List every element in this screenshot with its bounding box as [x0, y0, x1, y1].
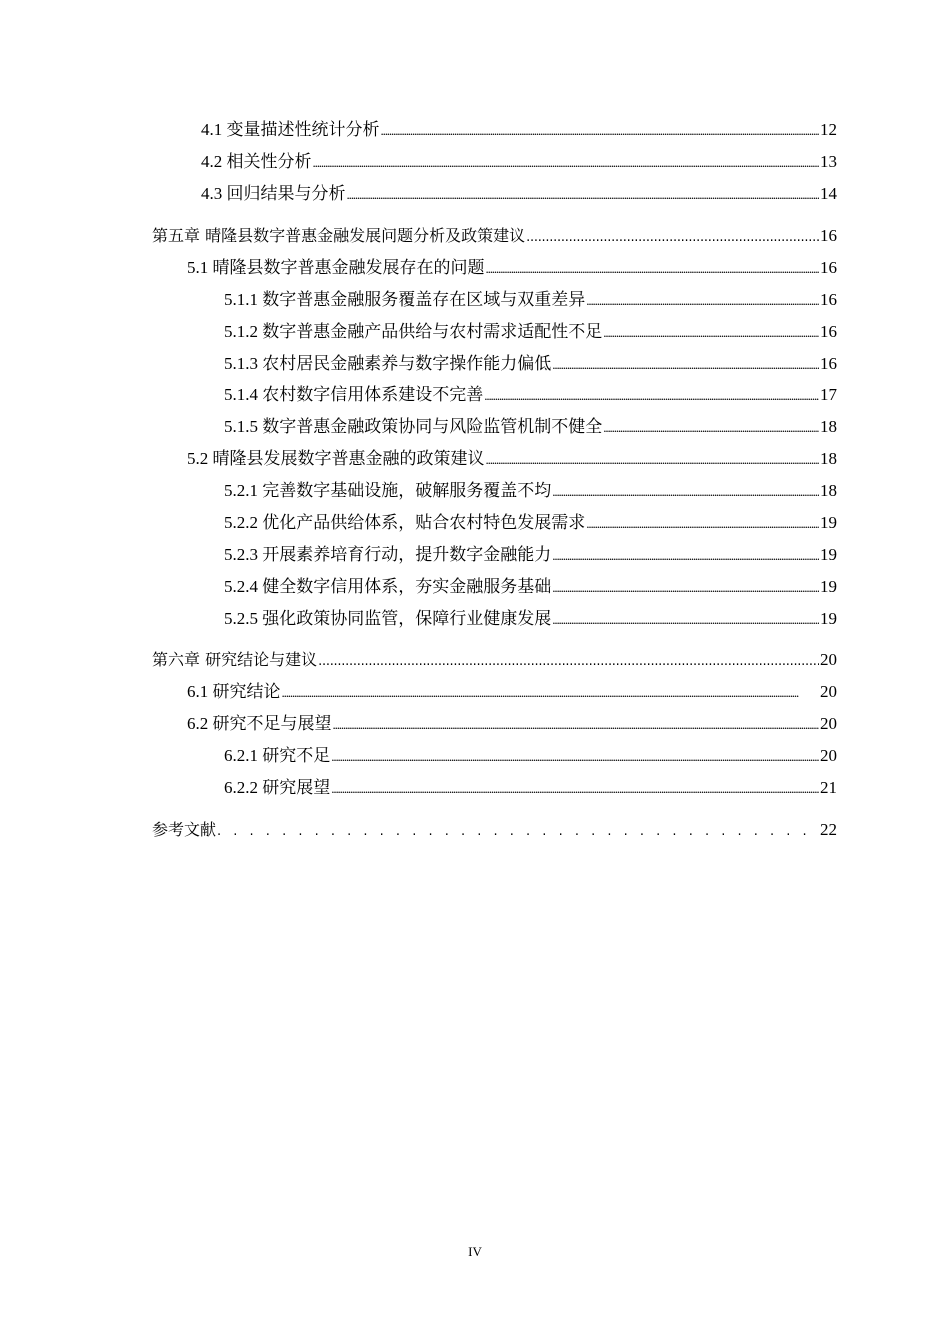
toc-dot-leader [347, 184, 820, 206]
toc-entry-5-2-1[interactable] [224, 480, 837, 503]
toc-entry-page: 16 [820, 290, 837, 309]
toc-dot-leader [552, 545, 819, 567]
toc-entry-label: 5.1.1 数字普惠金融服务覆盖存在区域与双重差异 [224, 290, 586, 309]
toc-entry-label: 第五章 晴隆县数字普惠金融发展问题分析及政策建议 [152, 226, 526, 245]
toc-entry-6-2-2[interactable] [224, 777, 837, 800]
toc-entry-5-2-2[interactable] [224, 512, 837, 535]
toc-entry-page: 19 [820, 577, 837, 596]
toc-entry-label: 5.2.2 优化产品供给体系，贴合农村特色发展需求 [224, 513, 586, 532]
toc-entry-page: 19 [820, 545, 837, 564]
toc-entry-page: 20 [820, 682, 837, 701]
toc-entry-6-2-1[interactable] [224, 745, 837, 768]
toc-dot-leader [331, 746, 819, 768]
toc-entry-6-2[interactable] [187, 713, 837, 736]
toc-entry-page: 13 [820, 152, 837, 171]
toc-entry-page: 14 [820, 184, 837, 203]
toc-dot-leader [552, 609, 819, 631]
toc-dot-leader [381, 120, 820, 142]
toc-entry-references[interactable] [152, 819, 837, 843]
toc-entry-page: 20 [820, 714, 837, 733]
toc-entry-page: 20 [820, 650, 837, 669]
toc-entry-page: 12 [820, 120, 837, 139]
toc-dot-leader [526, 227, 819, 249]
toc-dot-leader [603, 322, 819, 344]
toc-entry-page: 17 [820, 385, 837, 404]
toc-entry-page: 16 [820, 226, 837, 245]
toc-entry-label: 6.2 研究不足与展望 [187, 714, 332, 733]
toc-dot-leader [313, 152, 820, 174]
toc-entry-label: 6.2.1 研究不足 [224, 746, 331, 765]
toc-dot-leader [217, 821, 819, 843]
toc-entry-label: 5.2 晴隆县发展数字普惠金融的政策建议 [187, 449, 485, 468]
toc-entry-label: 4.1 变量描述性统计分析 [201, 120, 380, 139]
toc-entry-5-1-2[interactable] [224, 321, 837, 344]
toc-entry-label: 第六章 研究结论与建议 [152, 650, 318, 669]
toc-entry-label: 6.1 研究结论 [187, 682, 281, 701]
page-number-footer: IV [468, 1244, 482, 1259]
toc-entry-label: 5.1 晴隆县数字普惠金融发展存在的问题 [187, 258, 485, 277]
toc-entry-5-1-3[interactable] [224, 353, 837, 376]
toc-entry-page: 19 [820, 609, 837, 628]
toc-entry-label: 5.1.2 数字普惠金融产品供给与农村需求适配性不足 [224, 322, 603, 341]
toc-dot-leader [282, 682, 820, 704]
toc-entry-label: 5.2.4 健全数字信用体系，夯实金融服务基础 [224, 577, 552, 596]
toc-dot-leader [331, 778, 819, 800]
toc-entry-label: 4.2 相关性分析 [201, 152, 312, 171]
toc-entry-5-2-5[interactable] [224, 608, 837, 631]
toc-dot-leader [603, 417, 819, 439]
toc-entry-page: 16 [820, 258, 837, 277]
toc-entry-label: 参考文献 [152, 820, 217, 839]
toc-entry-page: 21 [820, 778, 837, 797]
toc-entry-5-2-3[interactable] [224, 544, 837, 567]
toc-entry-label: 4.3 回归结果与分析 [201, 184, 346, 203]
toc-entry-6-1[interactable] [187, 681, 837, 704]
toc-dot-leader [318, 651, 819, 673]
toc-entry-chapter-5[interactable] [152, 225, 837, 249]
toc-dot-leader [552, 481, 819, 503]
toc-dot-leader [486, 258, 820, 280]
toc-entry-label: 5.1.5 数字普惠金融政策协同与风险监管机制不健全 [224, 417, 603, 436]
toc-entry-chapter-6[interactable] [152, 649, 837, 673]
toc-entry-5-1-5[interactable] [224, 416, 837, 439]
toc-entry-label: 5.2.5 强化政策协同监管，保障行业健康发展 [224, 609, 552, 628]
toc-dot-leader [586, 513, 819, 535]
toc-entry-page: 18 [820, 481, 837, 500]
toc-entry-page: 16 [820, 354, 837, 373]
toc-entry-page: 20 [820, 746, 837, 765]
toc-entry-label: 5.2.1 完善数字基础设施，破解服务覆盖不均 [224, 481, 552, 500]
toc-entry-5-1[interactable] [187, 257, 837, 280]
toc-entry-5-2[interactable] [187, 448, 837, 471]
toc-entry-page: 18 [820, 449, 837, 468]
toc-entry-label: 5.2.3 开展素养培育行动，提升数字金融能力 [224, 545, 552, 564]
toc-entry-label: 5.1.3 农村居民金融素养与数字操作能力偏低 [224, 354, 552, 373]
toc-dot-leader [552, 577, 819, 599]
toc-entry-4-2[interactable] [201, 151, 837, 174]
toc-entry-5-2-4[interactable] [224, 576, 837, 599]
toc-entry-5-1-1[interactable] [224, 289, 837, 312]
toc-entry-page: 19 [820, 513, 837, 532]
toc-entry-page: 18 [820, 417, 837, 436]
toc-dot-leader [552, 354, 819, 376]
toc-entry-4-1[interactable] [201, 119, 837, 142]
toc-entry-5-1-4[interactable] [224, 384, 837, 407]
toc-entry-page: 16 [820, 322, 837, 341]
toc-dot-leader [486, 449, 820, 471]
toc-entry-4-3[interactable] [201, 183, 837, 206]
toc-entry-label: 6.2.2 研究展望 [224, 778, 331, 797]
toc-entry-page: 22 [820, 820, 837, 839]
toc-dot-leader [586, 290, 819, 312]
toc-dot-leader [484, 385, 819, 407]
toc-dot-leader [333, 714, 820, 736]
toc-entry-label: 5.1.4 农村数字信用体系建设不完善 [224, 385, 484, 404]
